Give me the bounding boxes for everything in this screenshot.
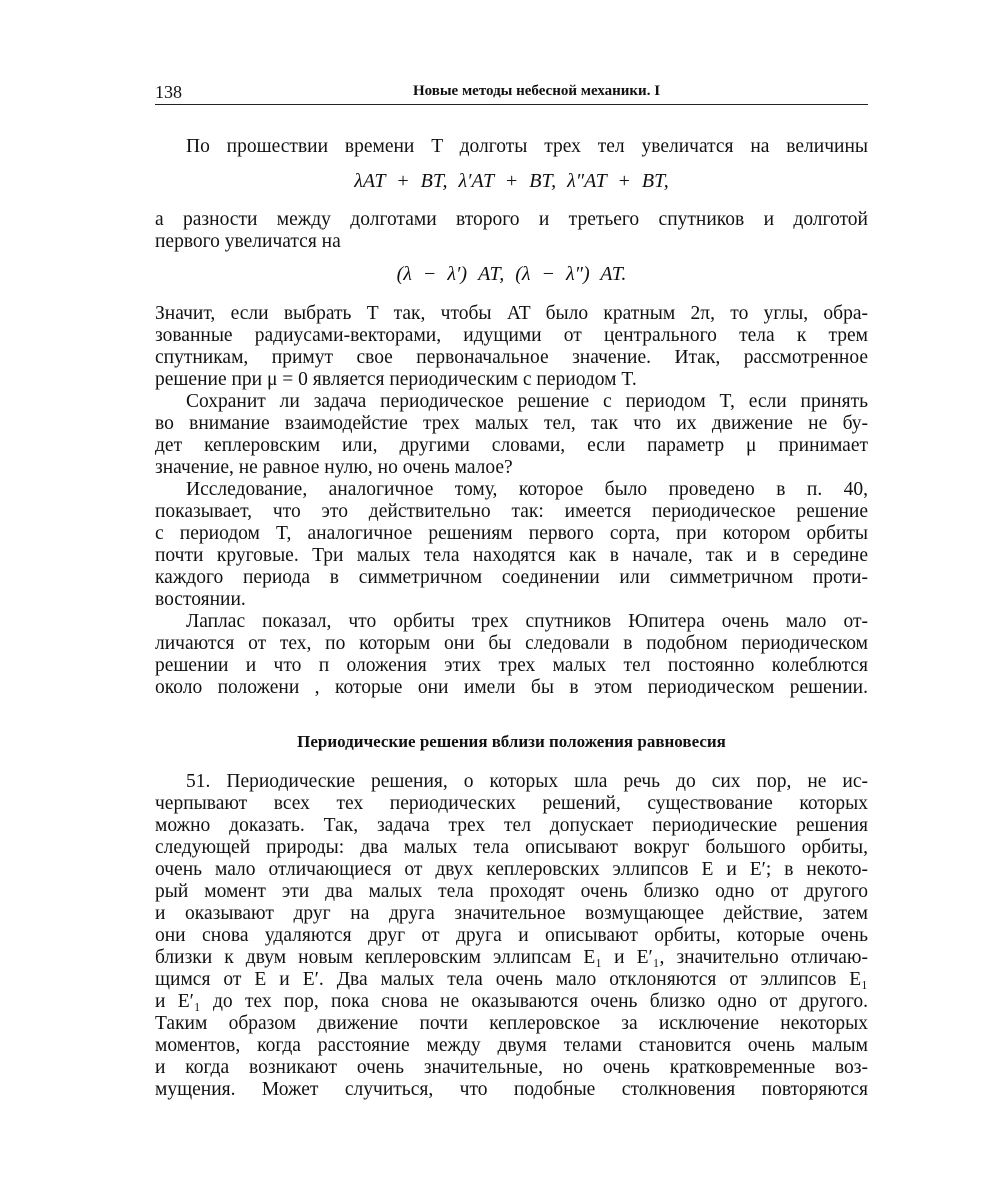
text-line: и когда возникают очень значительные, но очень кратковременные воз-	[155, 1057, 868, 1078]
text-line: показывает, что это действительно так: имеется периодическое решение	[155, 501, 868, 522]
text-line: решение при μ = 0 является периодическим с периодом T.	[155, 369, 637, 390]
text-line: 51. Периодические решения, о которых шла речь до сих пор, не ис-	[186, 771, 868, 792]
formula-differences: (λ − λ′) AT, (λ − λ″) AT.	[396, 263, 627, 285]
text-line: первого увеличатся на	[155, 231, 341, 252]
text-line: во внимание взаимодейстие трех малых тел, так что их движение не бу-	[155, 413, 868, 434]
text-line: Исследование, аналогичное тому, которое было проведено в п. 40,	[186, 479, 868, 500]
text-line: мущения. Может случиться, что подобные столкновения повторяются	[155, 1079, 868, 1100]
text-line: решении и что п оложения этих трех малых тел постоянно колеблются	[155, 655, 868, 676]
text-line: щимся от E и E′. Два малых тела очень мало отклоняются от эллипсов E₁	[155, 969, 868, 990]
text-line: следующей природы: два малых тела описывают вокруг большого орбиты,	[155, 837, 868, 858]
section-title: Периодические решения вблизи положения равновесия	[297, 732, 726, 751]
text-line: почти круговые. Три малых тела находятся как в начале, так и в середине	[155, 545, 868, 566]
text-line: значение, не равное нулю, но очень малое?	[155, 457, 513, 478]
text-line: рый момент эти два малых тела проходят очень близко одно от другого	[155, 881, 868, 902]
text-line: дет кеплеровским или, другими словами, если параметр μ принимает	[155, 435, 868, 456]
running-head: Новые методы небесной механики. I	[412, 83, 661, 99]
text-line: и оказывают друг на друга значительное возмущающее действие, затем	[155, 903, 868, 924]
text-line: зованные радиусами-векторами, идущими от центрального тела к трем	[155, 325, 868, 346]
text-line: близки к двум новым кеплеровским эллипсам E₁ и E′₁, значительно отличаю-	[155, 947, 868, 968]
text-line: Лаплас показал, что орбиты трех спутников Юпитера очень мало от-	[186, 611, 868, 632]
text-line: востоянии.	[155, 589, 246, 610]
text-line: каждого периода в симметричном соединении или симметричном проти-	[155, 567, 868, 588]
text-line: около положени , которые они имели бы в этом периодическом решении.	[155, 677, 868, 698]
text-line: с периодом T, аналогичное решениям первого сорта, при котором орбиты	[155, 523, 868, 544]
text-line: Сохранит ли задача периодическое решение с периодом T, если принять	[186, 391, 868, 412]
text-line: очень мало отличающиеся от двух кеплеровских эллипсов E и E′; в некото-	[155, 859, 868, 880]
text-line: можно доказать. Так, задача трех тел допускает периодические решения	[155, 815, 868, 836]
text-line: моментов, когда расстояние между двумя телами становится очень малым	[155, 1035, 868, 1056]
text-line: а разности между долготами второго и третьего спутников и долготой	[155, 209, 868, 230]
text-line: черпывают всех тех периодических решений, существование которых	[155, 793, 868, 814]
text-line: Таким образом движение почти кеплеровское за исключение некоторых	[155, 1013, 868, 1034]
text-line: они снова удаляются друг от друга и описывают орбиты, которые очень	[155, 925, 868, 946]
text-line: Значит, если выбрать T так, чтобы AT было кратным 2π, то углы, обра-	[155, 303, 868, 324]
text-line: личаются от тех, по которым они бы следовали в подобном периодическом	[155, 633, 868, 654]
text-line: спутникам, примут свое первоначальное значение. Итак, рассмотренное	[155, 347, 868, 368]
text-line: По прошествии времени T долготы трех тел увеличатся на величины	[186, 136, 868, 157]
formula-longitudes: λAT + BT, λ′AT + BT, λ″AT + BT,	[354, 170, 669, 192]
text-line: и E′₁ до тех пор, пока снова не оказываются очень близко одно от другого.	[155, 991, 868, 1012]
page-header	[155, 82, 868, 105]
page-number: 138	[155, 82, 182, 102]
